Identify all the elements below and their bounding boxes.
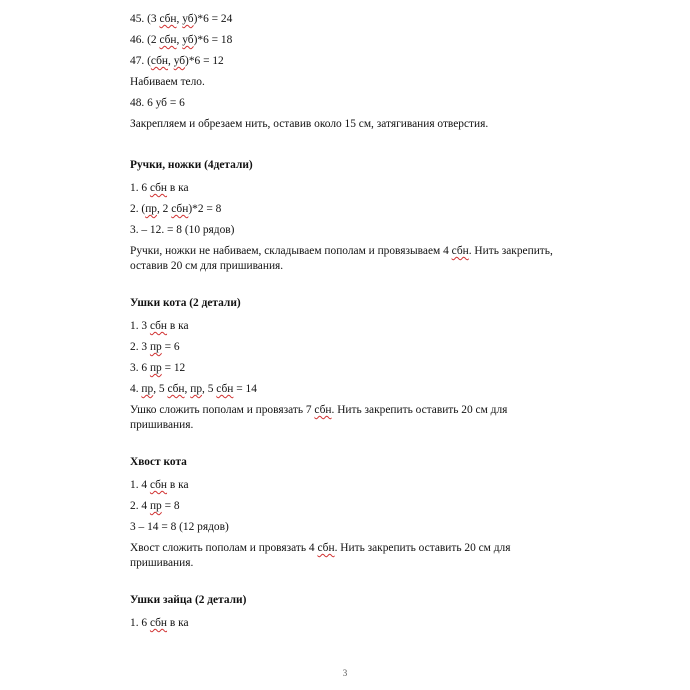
section-title-cat-ears: Ушки кота (2 детали) <box>130 297 241 309</box>
row-46: 46. (2 сбн, уб)*6 = 18 <box>130 34 233 46</box>
finish-text: Закрепляем и обрезаем нить, оставив около 15 см, затягивания отверстия. <box>130 118 489 130</box>
cat-ears-row-1: 1. 3 сбн в ка <box>130 320 189 332</box>
cat-tail-note: Хвост сложить пополам и провязать 4 сбн. Нить закрепить оставить 20 см для пришивания. <box>130 542 511 569</box>
section-title-handles: Ручки, ножки (4детали) <box>130 159 253 171</box>
section-title-cat-tail: Хвост кота <box>130 456 187 468</box>
bunny-ears-row-1: 1. 6 сбн в ка <box>130 617 189 629</box>
handles-row-1: 1. 6 сбн в ка <box>130 182 189 194</box>
cat-ears-row-3: 3. 6 пр = 12 <box>130 362 186 374</box>
cat-tail-row-1: 1. 4 сбн в ка <box>130 479 189 491</box>
cat-ears-row-4: 4. пр, 5 сбн, пр, 5 сбн = 14 <box>130 383 257 395</box>
cat-ears-row-2: 2. 3 пр = 6 <box>130 341 180 353</box>
page-content <box>130 12 570 637</box>
row-47: 47. (сбн, уб)*6 = 12 <box>130 55 224 67</box>
cat-tail-row-3: 3 – 14 = 8 (12 рядов) <box>130 521 229 533</box>
fill-body-text: Набиваем тело. <box>130 76 205 88</box>
row-45: 45. (3 сбн, уб)*6 = 24 <box>130 13 233 25</box>
page-number: 3 <box>342 668 348 678</box>
cat-tail-row-2: 2. 4 пр = 8 <box>130 500 180 512</box>
handles-row-2: 2. (пр, 2 сбн)*2 = 8 <box>130 203 222 215</box>
handles-row-3: 3. – 12. = 8 (10 рядов) <box>130 224 235 236</box>
row-48: 48. 6 уб = 6 <box>130 97 185 109</box>
section-title-bunny-ears: Ушки зайца (2 детали) <box>130 594 247 606</box>
cat-ears-note: Ушко сложить пополам и провязать 7 сбн. Нить закрепить оставить 20 см для пришивания. <box>130 404 508 431</box>
handles-note: Ручки, ножки не набиваем, складываем пополам и провязываем 4 сбн. Нить закрепить, оставив 20 см для пришивания. <box>130 245 553 272</box>
